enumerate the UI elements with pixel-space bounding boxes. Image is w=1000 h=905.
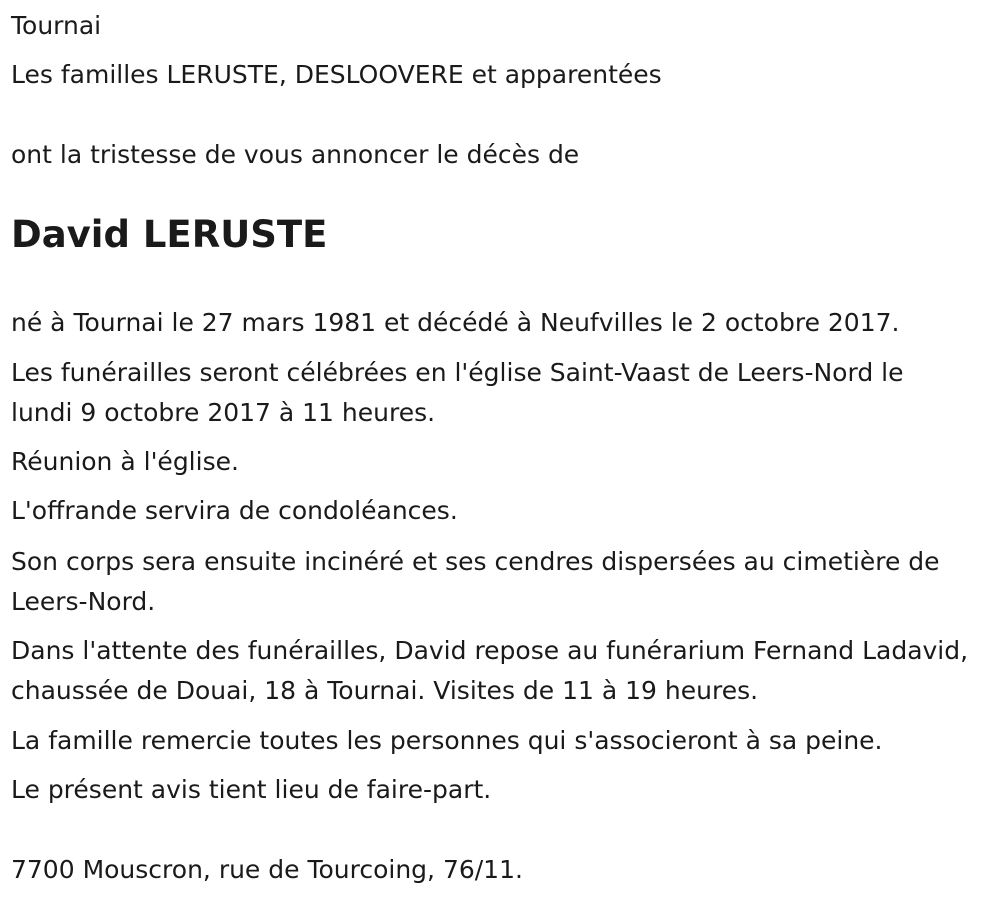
reunion-line: Réunion à l'église. bbox=[11, 447, 239, 476]
offering-line: L'offrande servira de condoléances. bbox=[11, 496, 458, 525]
cremation-paragraph: Son corps sera ensuite incinéré et ses cendres dispersées au cimetière de Leers-Nord. bbox=[11, 547, 940, 616]
city-heading: Tournai bbox=[11, 11, 102, 40]
funeral-paragraph: Les funérailles seront célébrées en l'église Saint-Vaast de Leers-Nord le lundi 9 octobre 2017 à 11 heures. bbox=[11, 358, 904, 427]
families-line: Les familles LERUSTE, DESLOOVERE et apparentées bbox=[11, 60, 662, 89]
faire-part-note: Le présent avis tient lieu de faire-part. bbox=[11, 775, 492, 804]
deceased-name: David LERUSTE bbox=[11, 213, 328, 256]
thanks-line: La famille remercie toutes les personnes qui s'associeront à sa peine. bbox=[11, 726, 883, 755]
birth-death-line: né à Tournai le 27 mars 1981 et décédé à Neufvilles le 2 octobre 2017. bbox=[11, 308, 900, 337]
announcement-line: ont la tristesse de vous annoncer le décès de bbox=[11, 140, 580, 169]
address-line: 7700 Mouscron, rue de Tourcoing, 76/11. bbox=[11, 855, 523, 884]
wake-paragraph: Dans l'attente des funérailles, David repose au funérarium Fernand Ladavid, chaussée de Douai, 18 à Tournai. Visites de 11 à 19 heures. bbox=[11, 636, 969, 705]
